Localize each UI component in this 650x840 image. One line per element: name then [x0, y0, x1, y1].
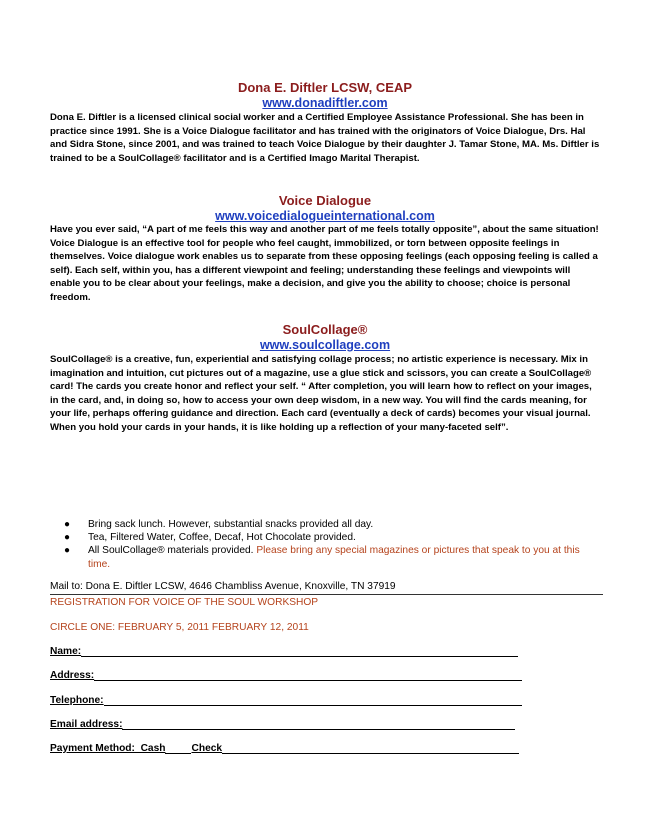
address-label: Address: [50, 670, 95, 681]
email-field[interactable] [50, 718, 515, 730]
section-title-voice-dialogue: Voice Dialogue [278, 193, 372, 208]
address-input-line[interactable] [94, 669, 522, 681]
soulcollage-paragraph: SoulCollage® is a creative, fun, experiential and satisfying collage process; no artistic experience is necessary. Mix in imagination and intuition, cut pictures out of a magazine, use a glue stick and scissors, you can create a SoulCollage® card! The cards you create honor and reflect your self. “ After completion, you will learn how to reflect on your images, in the card, and, in doing so, how to access your own deep wisdom, in a new way. You will find the cards meaning, for your life, perhaps offering guidance and direction. Each card (eventually a deck of cards) becomes your visual journal. When you hold your cards in your hands, it is like holding up a reflection of your many-faceted self”. [50, 354, 592, 433]
bio-paragraph: Dona E. Diftler is a licensed clinical social worker and a Certified Employee Assistance Professional. She has been in practice since 1991. She is a Voice Dialogue facilitator and has trained with the originators of Voice Dialogue, Drs. Hal and Sidra Stone, since 2001, and was trained to teach Voice Dialogue by their daughter J. Tamar Stone, MA. Ms. Diftler is trained to be a SoulCollage® facilitator and is a Certified Imago Marital Therapist. [50, 112, 600, 164]
cash-input-line[interactable] [165, 742, 191, 754]
name-label: Name: [50, 646, 82, 657]
email-label: Email address: [50, 719, 123, 730]
voice-dialogue-paragraph: Have you ever said, “A part of me feels this way and another part of me feels totally opposite”, about the same situation! Voice Dialogue is an effective tool for people who feel caught, immobilized, or torn between opposite feelings in themselves. Voice dialogue work enables us to separate from these opposing feelings (each opposing feeling is called a self). Each self, within you, has a different viewpoint and feeling; understanding these feelings and viewpoints will enable you to be clear about your feelings, make a decision, and give you the ability to choose; choice is personal freedom. [50, 224, 599, 303]
bullet-icon: ● [64, 545, 71, 557]
list-item: ● Tea, Filtered Water, Coffee, Decaf, Hot Chocolate provided. [64, 532, 356, 544]
telephone-label: Telephone: [50, 695, 104, 706]
registration-heading: REGISTRATION FOR VOICE OF THE SOUL WORKSHOP [50, 597, 319, 608]
email-input-line[interactable] [122, 718, 515, 730]
payment-method-field[interactable] [50, 742, 519, 754]
supplies-list [58, 518, 603, 571]
name-input-line[interactable] [81, 645, 518, 657]
list-item: ● Bring sack lunch. However, substantial snacks provided all day. [64, 519, 374, 530]
section-title-diftler: Dona E. Diftler LCSW, CEAP [237, 80, 413, 95]
section-title-soulcollage: SoulCollage® [282, 322, 368, 337]
link-donadiftler[interactable]: www.donadiftler.com [262, 96, 388, 110]
circle-one-dates: CIRCLE ONE: FEBRUARY 5, 2011 FEBRUARY 12, 2011 [50, 622, 309, 633]
check-input-line[interactable] [222, 742, 519, 754]
address-field[interactable] [50, 669, 522, 681]
divider [50, 594, 603, 595]
telephone-input-line[interactable] [104, 694, 522, 706]
bullet-icon: ● [64, 519, 71, 530]
payment-cash-label: Payment Method: Cash [50, 743, 166, 754]
telephone-field[interactable] [50, 694, 522, 706]
link-soulcollage[interactable]: www.soulcollage.com [259, 338, 391, 352]
mail-to-address: Mail to: Dona E. Diftler LCSW, 4646 Chambliss Avenue, Knoxville, TN 37919 [50, 581, 396, 592]
bullet-icon: ● [64, 532, 71, 544]
list-item: ● All SoulCollage® materials provided. Please bring any special magazines or pictures that speak to you at this time. [64, 545, 580, 570]
name-field[interactable] [50, 645, 518, 657]
link-voicedialogue[interactable]: www.voicedialogueinternational.com [215, 209, 435, 223]
payment-check-label: Check [191, 743, 223, 754]
